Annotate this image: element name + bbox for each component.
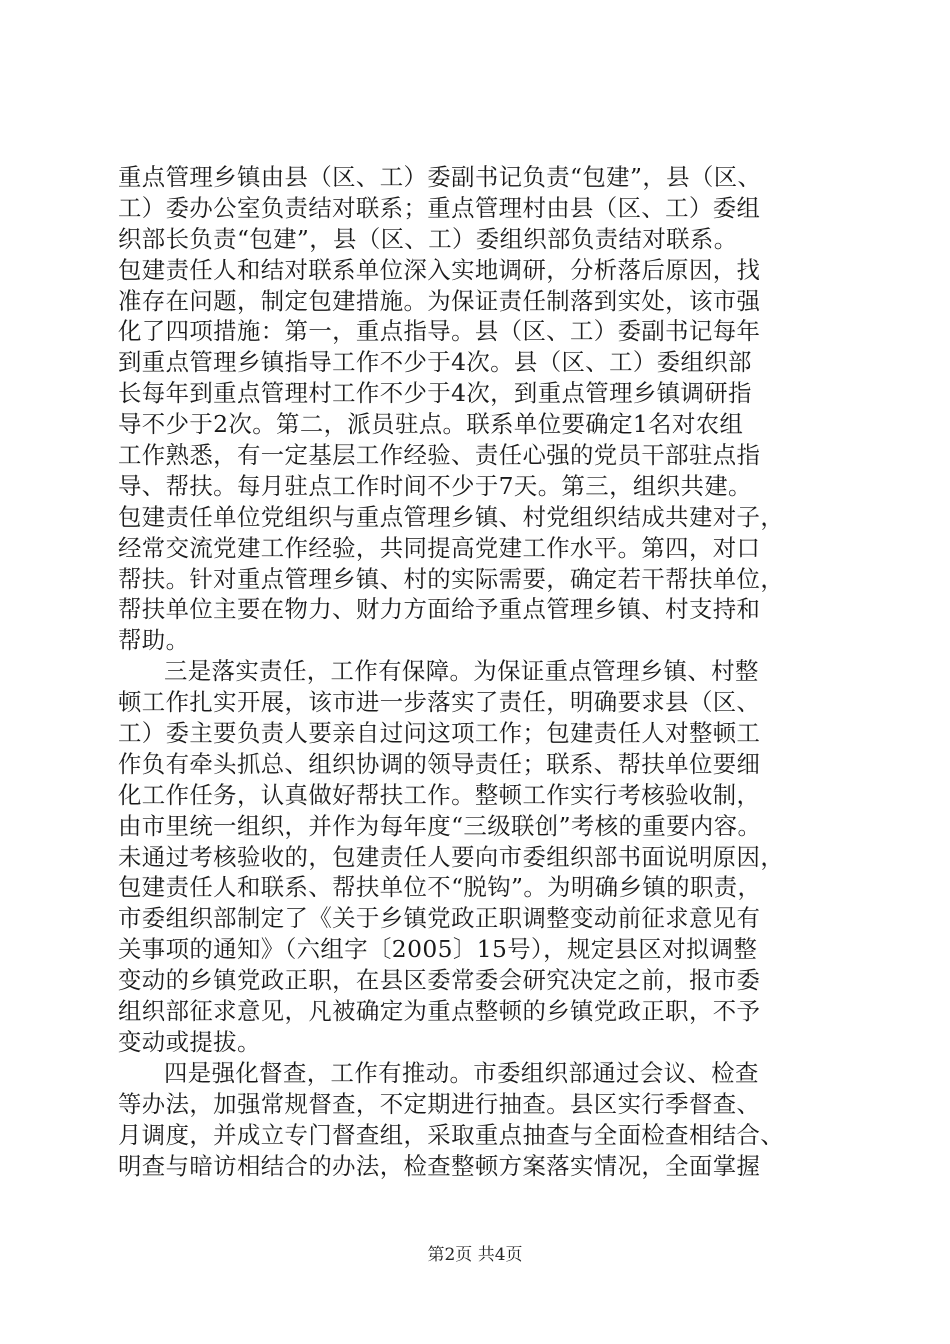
text-line: 化了四项措施：第一，重点指导。县（区、工）委副书记每年	[118, 317, 761, 346]
text-line: 经常交流党建工作经验，共同提高党建工作水平。第四，对口	[118, 533, 761, 562]
text-line: 长每年到重点管理村工作不少于4次，到重点管理乡镇调研指	[118, 379, 752, 408]
page-footer: 第2页 共4页	[427, 1245, 523, 1265]
text-line: 组织部征求意见，凡被确定为重点整顿的乡镇党政正职，不予	[118, 997, 761, 1026]
text-line: 三是落实责任，工作有保障。为保证重点管理乡镇、村整	[164, 657, 759, 686]
text-line: 帮助。	[118, 626, 190, 655]
text-line: 织部长负责“包建”，县（区、工）委组织部负责结对联系。	[118, 224, 738, 253]
text-line: 帮扶。针对重点管理乡镇、村的实际需要，确定若干帮扶单位，	[118, 564, 785, 593]
text-line: 导不少于2次。第二，派员驻点。联系单位要确定1名对农组	[118, 410, 744, 439]
text-line: 由市里统一组织，并作为每年度“三级联创”考核的重要内容。	[118, 811, 762, 840]
text-line: 月调度，并成立专门督查组，采取重点抽查与全面检查相结合、	[118, 1120, 785, 1149]
text-line: 作负有牵头抓总、组织协调的领导责任；联系、帮扶单位要细	[118, 749, 761, 778]
text-line: 变动或提拔。	[118, 1027, 261, 1056]
text-line: 化工作任务，认真做好帮扶工作。整顿工作实行考核验收制，	[118, 780, 761, 809]
text-line: 明查与暗访相结合的办法，检查整顿方案落实情况，全面掌握	[118, 1151, 761, 1180]
text-line: 导、帮扶。每月驻点工作时间不少于7天。第三，组织共建。	[118, 471, 752, 500]
text-line: 市委组织部制定了《关于乡镇党政正职调整变动前征求意见有	[118, 904, 761, 933]
body-text	[118, 162, 838, 1181]
text-line: 工）委主要负责人要亲自过问这项工作；包建责任人对整顿工	[118, 719, 761, 748]
text-line: 变动的乡镇党政正职，在县区委常委会研究决定之前，报市委	[118, 966, 761, 995]
text-line: 包建责任人和结对联系单位深入实地调研，分析落后原因，找	[118, 255, 761, 284]
text-line: 工作熟悉，有一定基层工作经验、责任心强的党员干部驻点指	[118, 441, 761, 470]
text-line: 包建责任单位党组织与重点管理乡镇、村党组织结成共建对子，	[118, 502, 785, 531]
text-line: 顿工作扎实开展，该市进一步落实了责任，明确要求县（区、	[118, 688, 761, 717]
text-line: 工）委办公室负责结对联系；重点管理村由县（区、工）委组	[118, 193, 761, 222]
text-line: 关事项的通知》（六组字〔2005〕15号），规定县区对拟调整	[118, 935, 758, 964]
text-line: 等办法，加强常规督查，不定期进行抽查。县区实行季督查、	[118, 1089, 761, 1118]
text-line: 四是强化督查，工作有推动。市委组织部通过会议、检查	[164, 1058, 759, 1087]
text-line: 准存在问题，制定包建措施。为保证责任制落到实处，该市强	[118, 286, 761, 315]
text-line: 未通过考核验收的，包建责任人要向市委组织部书面说明原因，	[118, 842, 785, 871]
text-line: 包建责任人和联系、帮扶单位不“脱钩”。为明确乡镇的职责，	[118, 873, 762, 902]
text-line: 到重点管理乡镇指导工作不少于4次。县（区、工）委组织部	[118, 348, 752, 377]
text-line: 帮扶单位主要在物力、财力方面给予重点管理乡镇、村支持和	[118, 595, 761, 624]
text-line: 重点管理乡镇由县（区、工）委副书记负责“包建”，县（区、	[118, 163, 762, 191]
